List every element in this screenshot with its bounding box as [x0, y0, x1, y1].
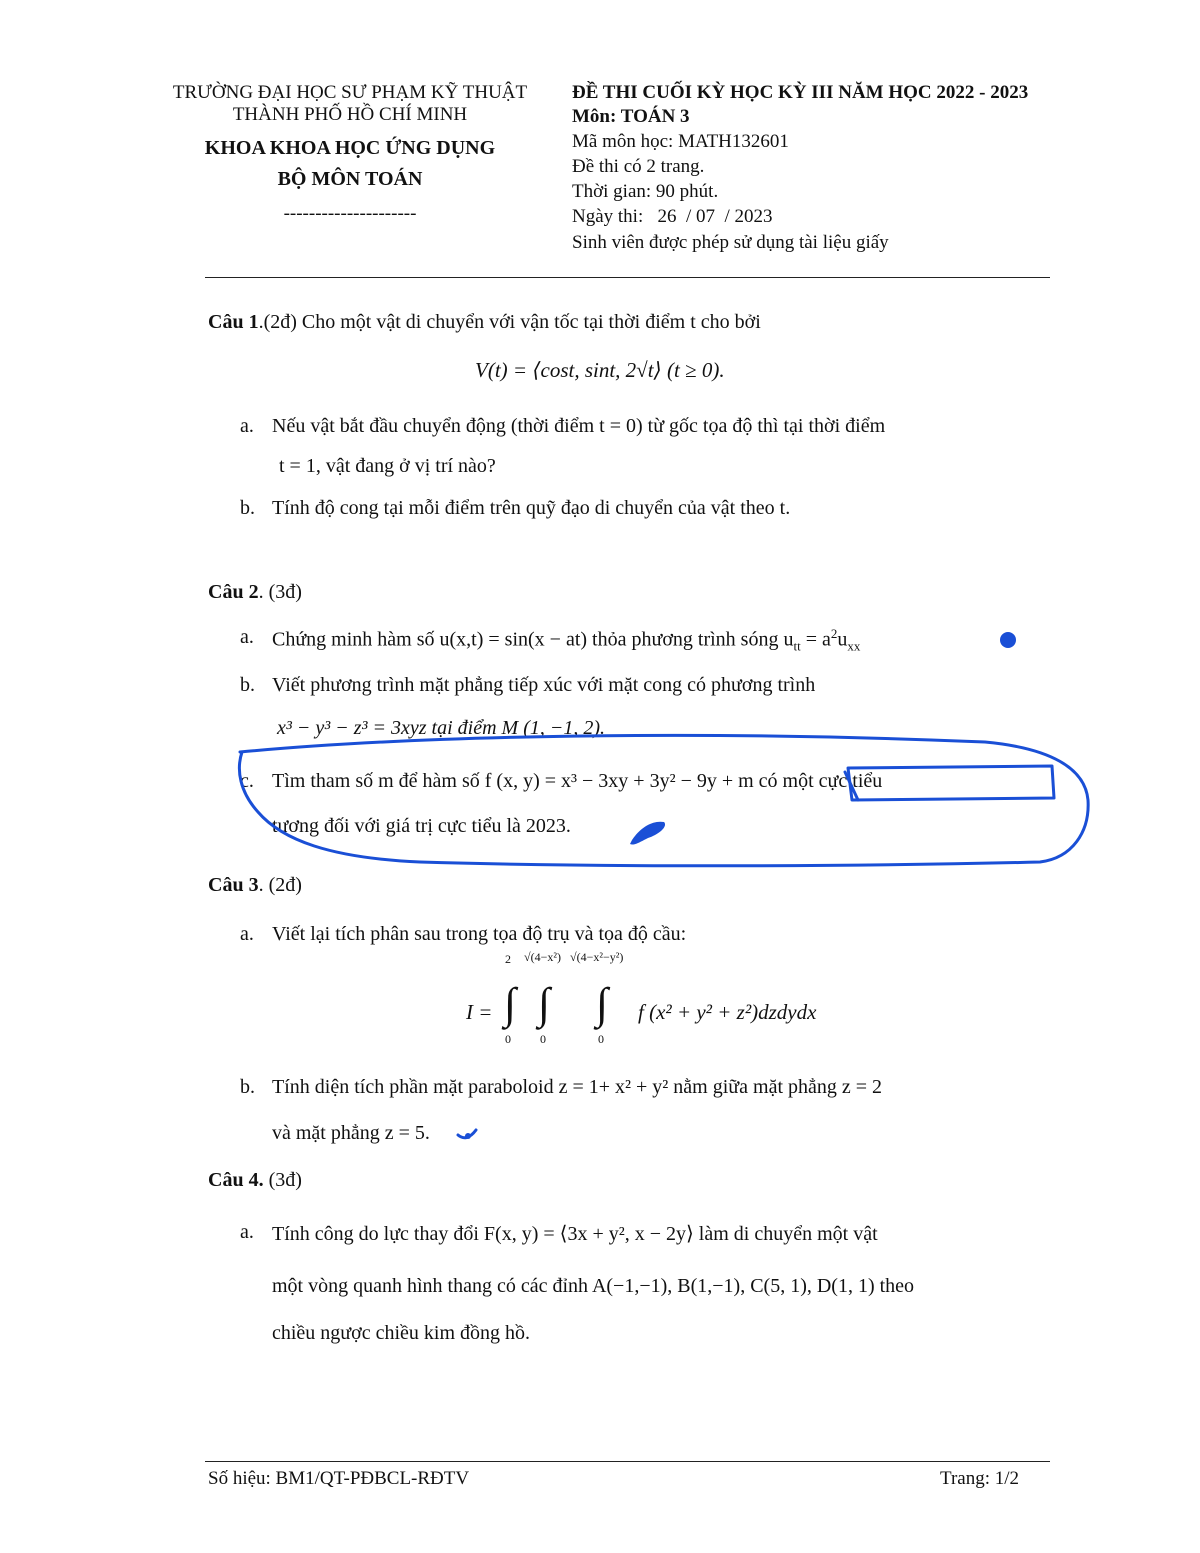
course-code: Mã môn học: MATH132601 — [572, 131, 789, 152]
question-1-intro: Cho một vật di chuyển với vận tốc tại thời điểm t cho bởi — [296, 311, 761, 333]
question-4a-label: a. — [240, 1221, 254, 1243]
question-1a-label: a. — [240, 415, 254, 437]
exam-duration: Thời gian: 90 phút. — [572, 181, 719, 202]
question-2b-text-line2: x³ − y³ − z³ = 3xyz tại điểm M (1, −1, 2). — [277, 717, 606, 739]
question-2a-sub-xx: xx — [847, 638, 861, 654]
question-1b-text: Tính độ cong tại mỗi điểm trên quỹ đạo di chuyển của vật theo t. — [272, 497, 791, 519]
question-2a-end: u — [837, 628, 848, 651]
exam-date: Ngày thi: 26 / 07 / 2023 — [572, 206, 773, 227]
integral-lower-3: 0 — [598, 1032, 604, 1046]
integral-lower-1: 0 — [505, 1032, 511, 1046]
school-name-line1: TRƯỜNG ĐẠI HỌC SƯ PHẠM KỸ THUẬT — [172, 82, 528, 103]
annotation-dot-q3b — [465, 1133, 471, 1139]
question-3-points: . (2đ) — [258, 874, 302, 896]
integral-body: f (x² + y² + z²)dzdydx — [638, 1000, 817, 1024]
integral-sign-3: ∫ — [596, 979, 609, 1028]
question-1a-text-line1: Nếu vật bắt đầu chuyển động (thời điểm t = 0) từ gốc tọa độ thì tại thời điểm — [272, 415, 886, 437]
question-3a-text: Viết lại tích phân sau trong tọa độ trụ và tọa độ cầu: — [272, 923, 687, 945]
question-1b-label: b. — [240, 497, 255, 519]
question-2a-label: a. — [240, 626, 254, 648]
question-3-label: Câu 3 — [208, 874, 259, 896]
integral-upper-1: 2 — [505, 952, 511, 966]
question-3b-text-line1: Tính diện tích phần mặt paraboloid z = 1+ x² + y² nằm giữa mặt phẳng z = 2 — [272, 1076, 883, 1098]
question-2-label: Câu 2 — [208, 581, 259, 603]
integral-upper-2: √(4−x²) — [524, 950, 561, 964]
annotation-dot-q2a — [1000, 632, 1016, 648]
question-2a-main: Chứng minh hàm số u(x,t) = sin(x − at) thỏa phương trình sóng u — [272, 628, 794, 651]
question-3a-label: a. — [240, 923, 254, 945]
question-2-points: . (3đ) — [258, 581, 302, 603]
integral-upper-3: √(4−x²−y²) — [570, 950, 624, 964]
subject: Môn: TOÁN 3 — [572, 106, 690, 127]
school-name-line2: THÀNH PHỐ HỒ CHÍ MINH — [232, 104, 468, 125]
department-name: BỘ MÔN TOÁN — [277, 168, 423, 190]
faculty-name: KHOA KHOA HỌC ỨNG DỤNG — [204, 137, 496, 159]
footer-page-number: Trang: 1/2 — [940, 1468, 1020, 1489]
integral-prefix: I = — [466, 1000, 493, 1024]
question-2b-text-line1: Viết phương trình mặt phẳng tiếp xúc với mặt cong có phương trình — [272, 674, 816, 696]
question-2b-label: b. — [240, 674, 255, 696]
page-count: Đề thi có 2 trang. — [572, 156, 705, 177]
question-4-label: Câu 4. — [208, 1169, 264, 1191]
question-4a-text-line1: Tính công do lực thay đổi F(x, y) = ⟨3x + y², x − 2y⟩ làm di chuyển một vật — [272, 1223, 878, 1245]
exam-title: ĐỀ THI CUỐI KỲ HỌC KỲ III NĂM HỌC 2022 - 2023 — [572, 82, 1029, 103]
question-2a-mid: = a — [800, 628, 831, 651]
question-4a-text-line2: một vòng quanh hình thang có các đỉnh A(−1,−1), B(1,−1), C(5, 1), D(1, 1) theo — [272, 1275, 915, 1297]
question-3b-text-line2: và mặt phẳng z = 5. — [272, 1122, 430, 1144]
materials-note: Sinh viên được phép sử dụng tài liệu giấy — [572, 232, 889, 253]
question-1-points: .(2đ) — [258, 311, 297, 333]
integral-sign-2: ∫ — [538, 979, 551, 1028]
question-2a-sup: 2 — [830, 626, 838, 641]
question-2c-text-line1: Tìm tham số m để hàm số f (x, y) = x³ − 3xy + 3y² − 9y + m có một cực tiểu — [272, 770, 883, 792]
question-1a-text-line2: t = 1, vật đang ở vị trí nào? — [279, 455, 496, 477]
annotation-circle — [239, 735, 1088, 865]
footer-code: Số hiệu: BM1/QT-PĐBCL-RĐTV — [208, 1468, 470, 1489]
question-4a-text-line3: chiều ngược chiều kim đồng hồ. — [272, 1322, 531, 1344]
question-2a-sub-tt: tt — [793, 638, 801, 654]
question-1-label: Câu 1 — [208, 311, 259, 333]
integral-lower-2: 0 — [540, 1032, 546, 1046]
question-2c-text-line2: tương đối với giá trị cực tiểu là 2023. — [272, 815, 571, 837]
question-4-points: (3đ) — [263, 1169, 302, 1191]
question-3b-label: b. — [240, 1076, 255, 1098]
integral-sign-1: ∫ — [504, 979, 517, 1028]
header-dashes: --------------------- — [283, 203, 417, 224]
question-2c-label: c. — [240, 770, 254, 792]
question-1-formula: V(t) = ⟨cost, sint, 2√t⟩ (t ≥ 0). — [475, 358, 725, 382]
annotation-box — [848, 766, 1054, 800]
annotation-mark-q2c — [630, 822, 665, 845]
